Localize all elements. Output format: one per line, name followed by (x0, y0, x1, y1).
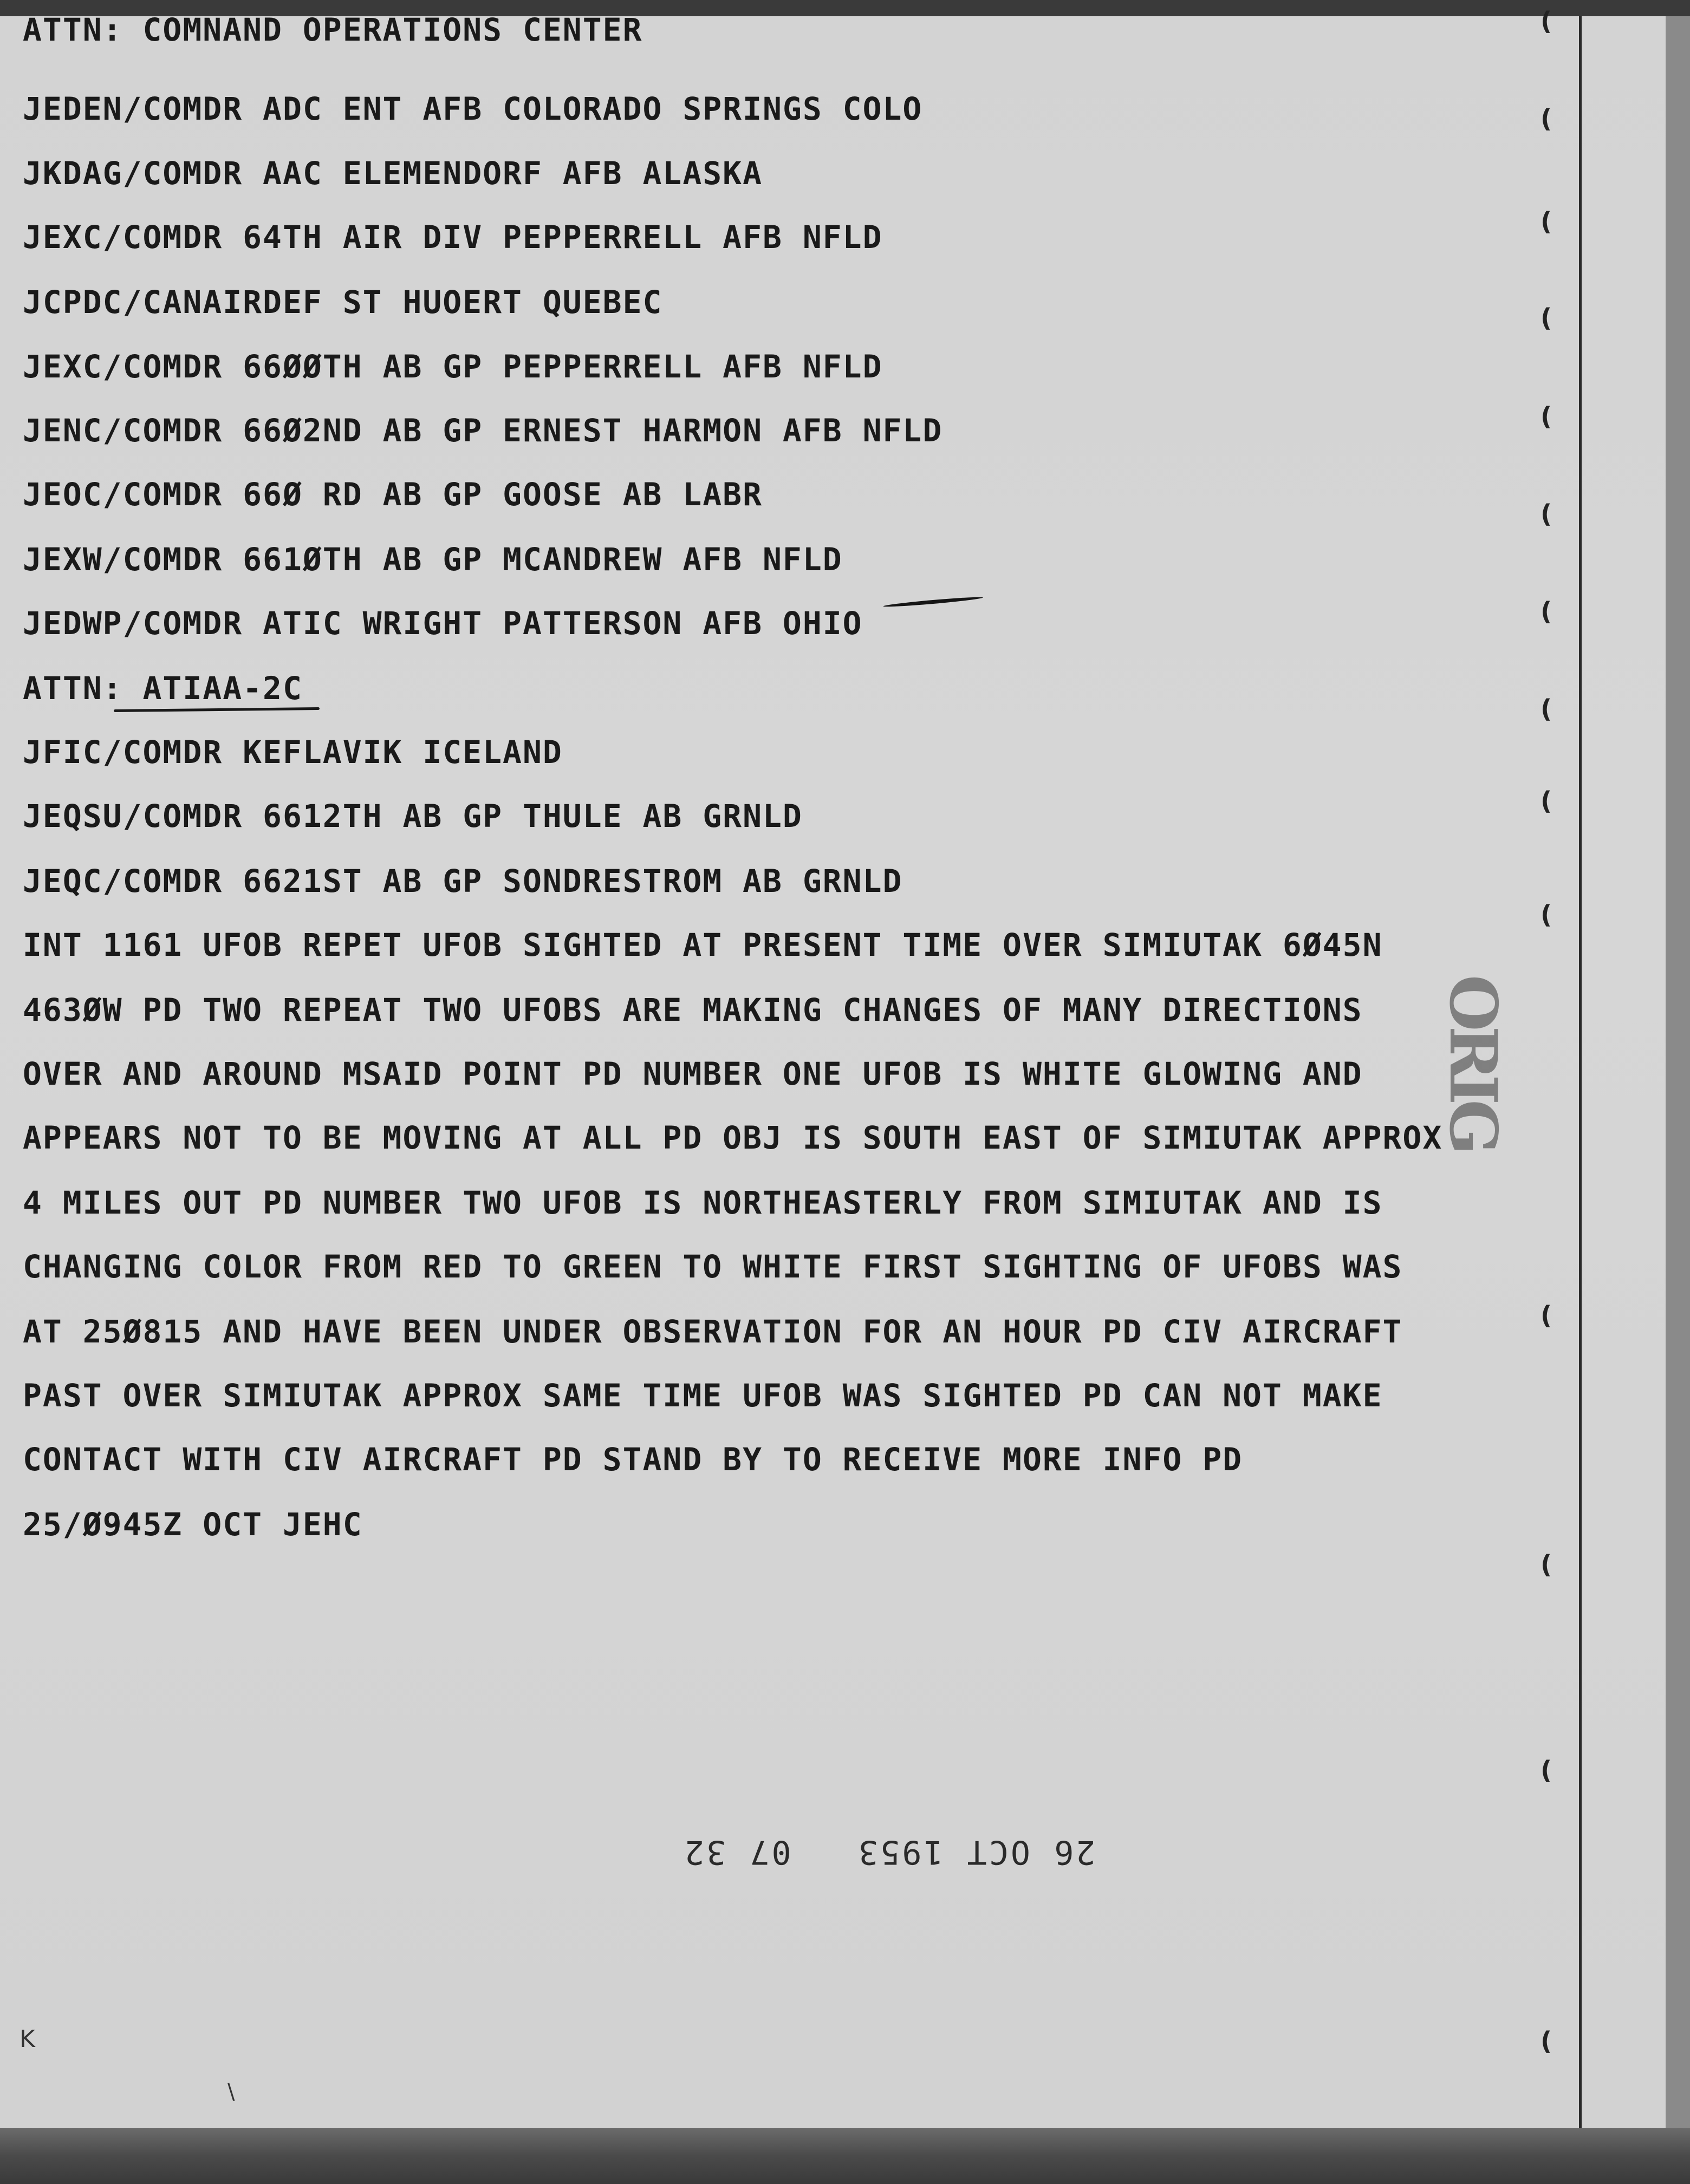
corner-mark: K (20, 2025, 35, 2053)
message-line: JEQSU/COMDR 6612TH AB GP THULE AB GRNLD (23, 798, 803, 835)
scan-bottom-border (0, 2128, 1690, 2184)
message-line: 25/Ø945Z OCT JEHC (23, 1506, 363, 1543)
side-stamp-text: ORIG (1435, 975, 1511, 1150)
margin-tick-mark: ( (1540, 1301, 1554, 1330)
margin-tick-mark: ( (1540, 786, 1554, 816)
right-margin-rule (1579, 16, 1582, 2128)
right-scan-edge (1666, 16, 1690, 2128)
margin-tick-mark: ( (1540, 900, 1554, 929)
message-line: JEDEN/COMDR ADC ENT AFB COLORADO SPRINGS COLO (23, 90, 923, 127)
message-line: CHANGING COLOR FROM RED TO GREEN TO WHITE FIRST SIGHTING OF UFOBS WAS (23, 1248, 1403, 1285)
margin-tick-mark: ( (1540, 499, 1554, 529)
message-line: ATTN: ATIAA-2C (23, 670, 303, 707)
margin-tick-mark: ( (1540, 2026, 1554, 2056)
message-line: PAST OVER SIMIUTAK APPROX SAME TIME UFOB WAS SIGHTED PD CAN NOT MAKE (23, 1377, 1383, 1414)
message-line: JEOC/COMDR 66Ø RD AB GP GOOSE AB LABR (23, 476, 763, 513)
margin-tick-mark: ( (1540, 6, 1554, 36)
message-line: JEXC/COMDR 64TH AIR DIV PEPPERRELL AFB NFLD (23, 219, 883, 256)
message-line: JCPDC/CANAIRDEF ST HUOERT QUEBEC (23, 284, 663, 321)
message-line: AT 25Ø815 AND HAVE BEEN UNDER OBSERVATION FOR AN HOUR PD CIV AIRCRAFT (23, 1313, 1403, 1350)
message-line: JEXW/COMDR 661ØTH AB GP MCANDREW AFB NFLD (23, 541, 843, 578)
message-line: JENC/COMDR 66Ø2ND AB GP ERNEST HARMON AFB NFLD (23, 412, 943, 449)
margin-tick-mark: ( (1540, 207, 1554, 236)
side-stamp (1435, 975, 1576, 1150)
message-line: OVER AND AROUND MSAID POINT PD NUMBER ONE UFOB IS WHITE GLOWING AND (23, 1055, 1363, 1092)
margin-tick-mark: ( (1540, 402, 1554, 431)
message-line: 463ØW PD TWO REPEAT TWO UFOBS ARE MAKING CHANGES OF MANY DIRECTIONS (23, 992, 1363, 1028)
message-line: JEDWP/COMDR ATIC WRIGHT PATTERSON AFB OHIO (23, 605, 863, 642)
received-date-stamp: 26 OCT 1953 07 32 (682, 1833, 1096, 1871)
margin-tick-mark: ( (1540, 597, 1554, 626)
message-line: JFIC/COMDR KEFLAVIK ICELAND (23, 734, 563, 771)
margin-tick-mark: ( (1540, 1550, 1554, 1579)
message-line: 4 MILES OUT PD NUMBER TWO UFOB IS NORTHEASTERLY FROM SIMIUTAK AND IS (23, 1184, 1383, 1221)
margin-tick-mark: ( (1540, 303, 1554, 333)
margin-tick-mark: ( (1540, 694, 1554, 723)
message-line: JEQC/COMDR 6621ST AB GP SONDRESTROM AB GRNLD (23, 863, 903, 899)
margin-tick-mark: ( (1540, 1756, 1554, 1785)
corner-mark: \ (227, 2079, 235, 2104)
margin-tick-mark: ( (1540, 104, 1554, 133)
message-line: APPEARS NOT TO BE MOVING AT ALL PD OBJ IS SOUTH EAST OF SIMIUTAK APPROX (23, 1119, 1443, 1156)
message-line: JKDAG/COMDR AAC ELEMENDORF AFB ALASKA (23, 155, 763, 192)
message-line: ATTN: COMNAND OPERATIONS CENTER (23, 11, 643, 48)
message-line: CONTACT WITH CIV AIRCRAFT PD STAND BY TO RECEIVE MORE INFO PD (23, 1441, 1243, 1478)
message-line: JEXC/COMDR 66ØØTH AB GP PEPPERRELL AFB NFLD (23, 348, 883, 385)
message-line: INT 1161 UFOB REPET UFOB SIGHTED AT PRESENT TIME OVER SIMIUTAK 6Ø45N (23, 927, 1383, 963)
